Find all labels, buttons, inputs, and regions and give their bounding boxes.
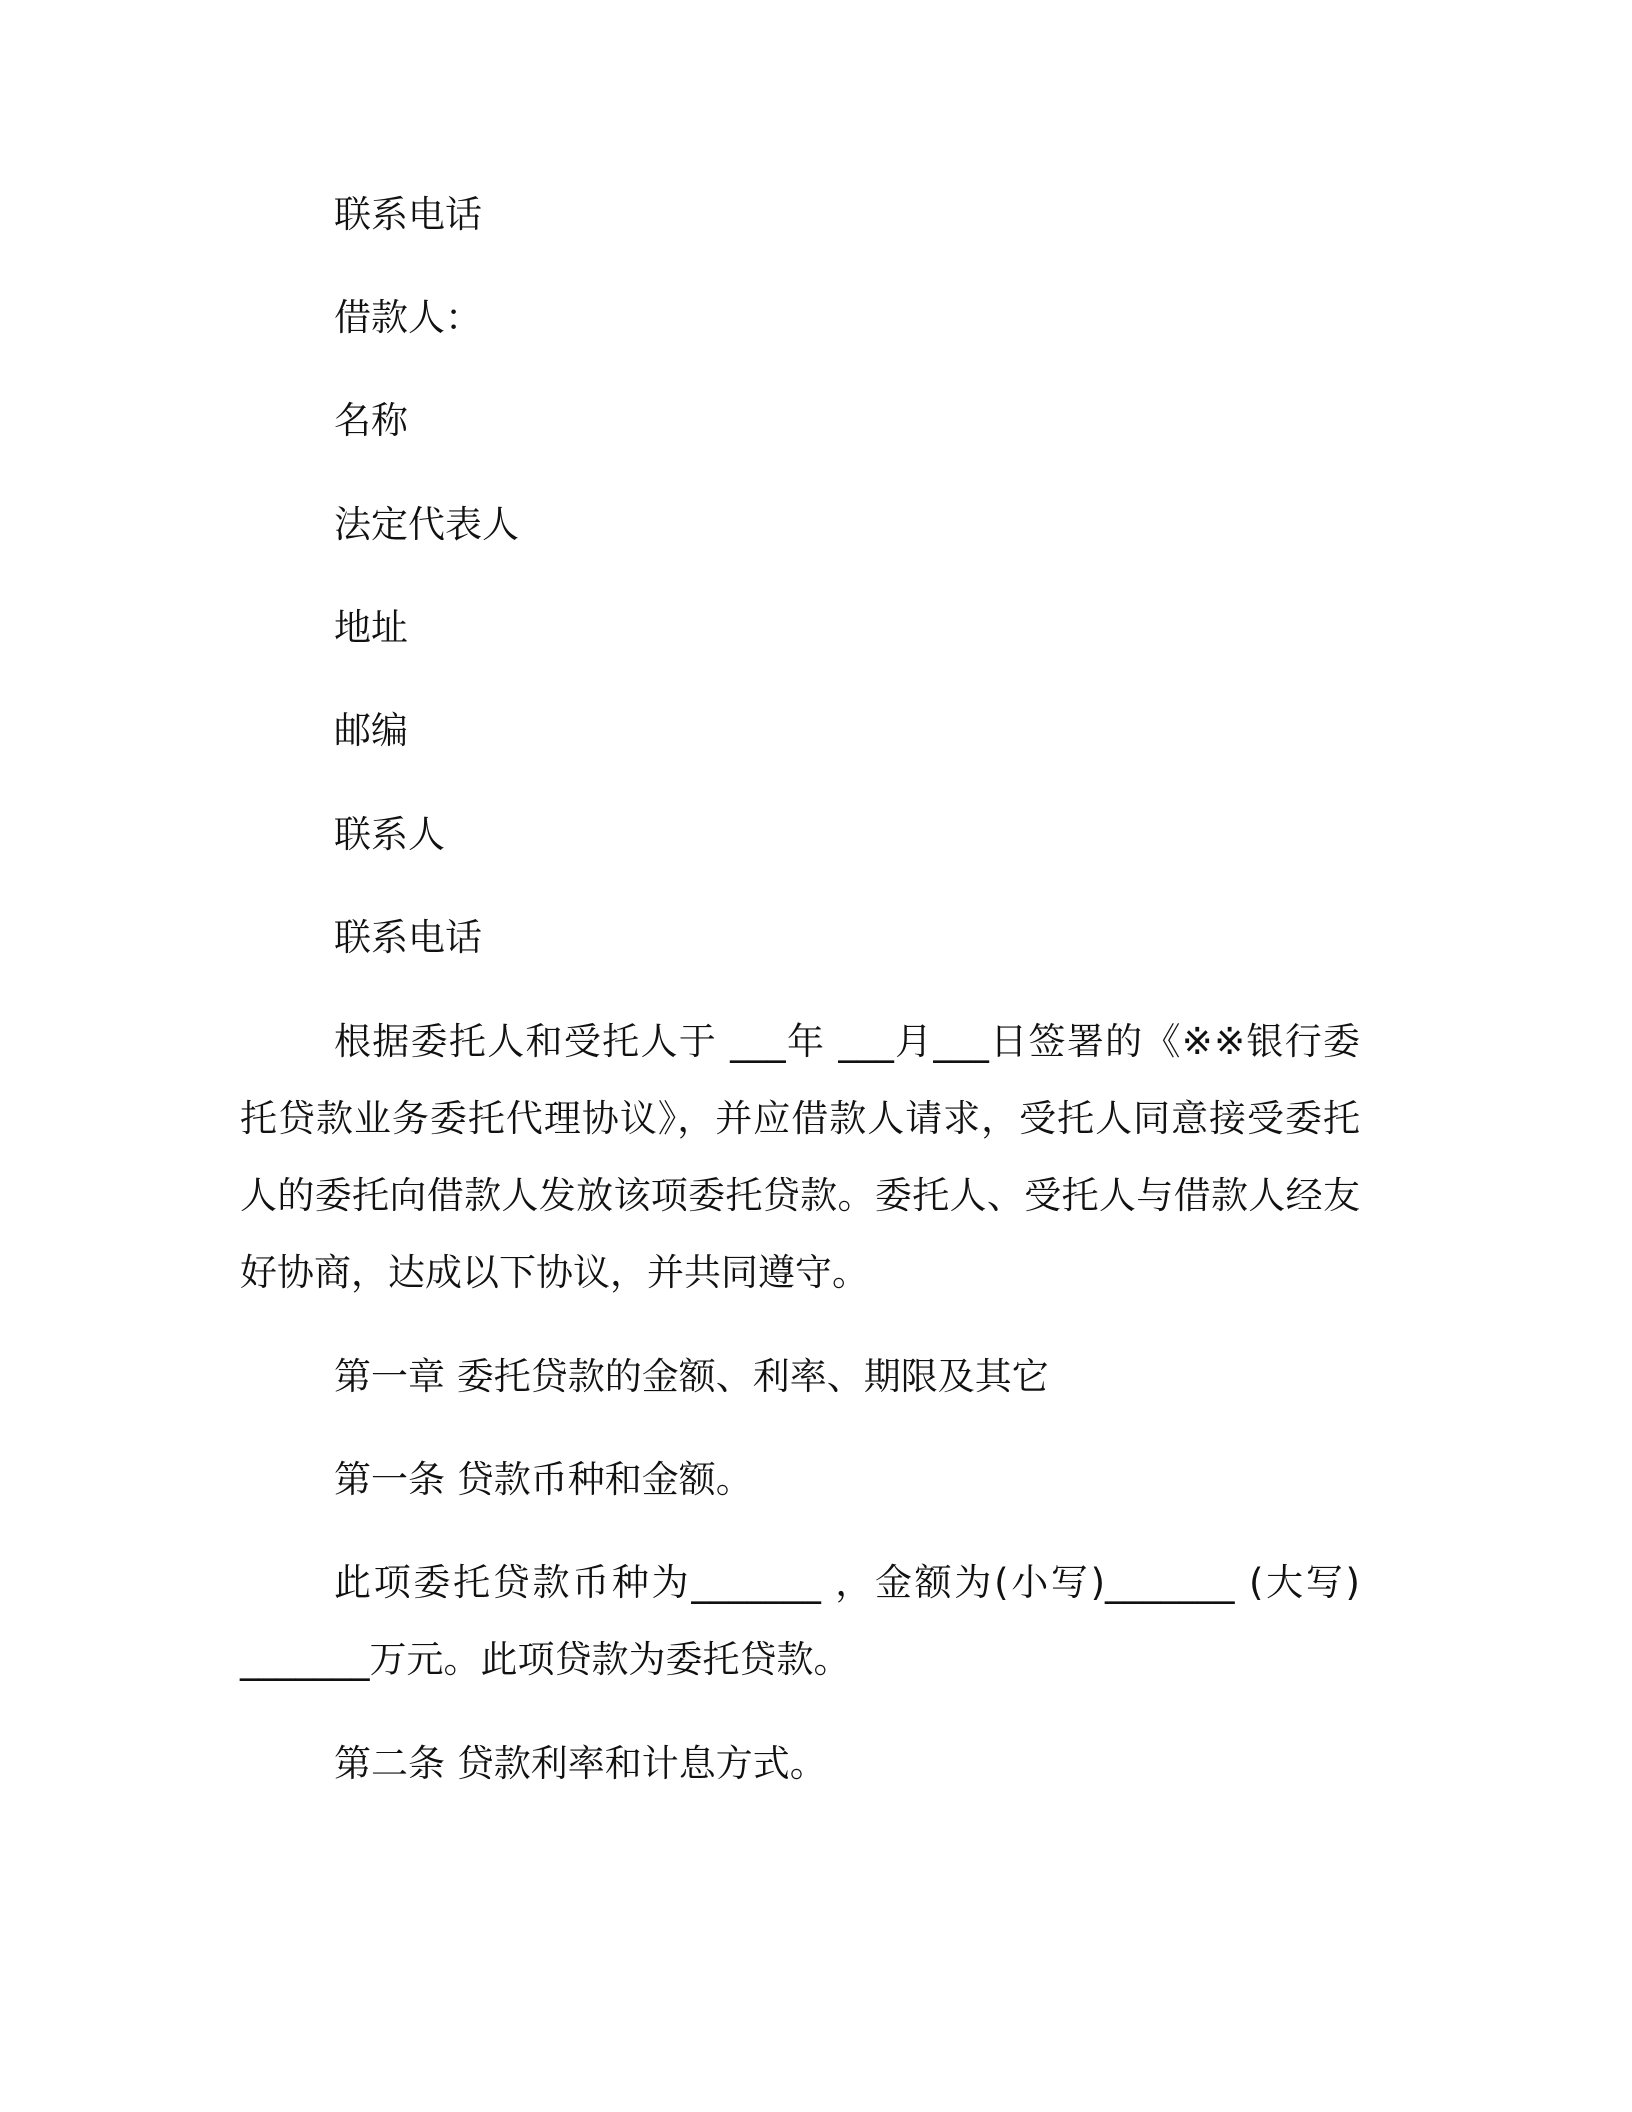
contact-phone-label-1: 联系电话	[334, 193, 482, 236]
article-one-text: 此项委托贷款币种为_______ ，金额为(小写)_______ (大写) _______万元。此项贷款为委托贷款。	[240, 1561, 1360, 1681]
address-label: 地址	[334, 606, 408, 649]
borrower-label: 借款人：	[334, 296, 482, 339]
article-two-title: 第二条 贷款利率和计息方式。	[334, 1742, 827, 1785]
contact-person-label: 联系人	[334, 813, 445, 856]
legal-representative-label: 法定代表人	[334, 503, 519, 546]
intro-paragraph: 根据委托人和受托人于 ___年 ___月___日签署的《※※银行委托贷款业务委托代理协议》，并应借款人请求，受托人同意接受委托人的委托向借款人发放该项委托贷款。委托人、受托人与借款人经友好协商，达成以下协议，并共同遵守。	[240, 1020, 1360, 1294]
contact-phone-label-2: 联系电话	[334, 916, 482, 959]
chapter-one-title: 第一章 委托贷款的金额、利率、期限及其它	[334, 1355, 1049, 1398]
article-one-title: 第一条 贷款币种和金额。	[334, 1458, 753, 1501]
name-label: 名称	[334, 399, 408, 442]
postal-code-label: 邮编	[334, 709, 408, 752]
